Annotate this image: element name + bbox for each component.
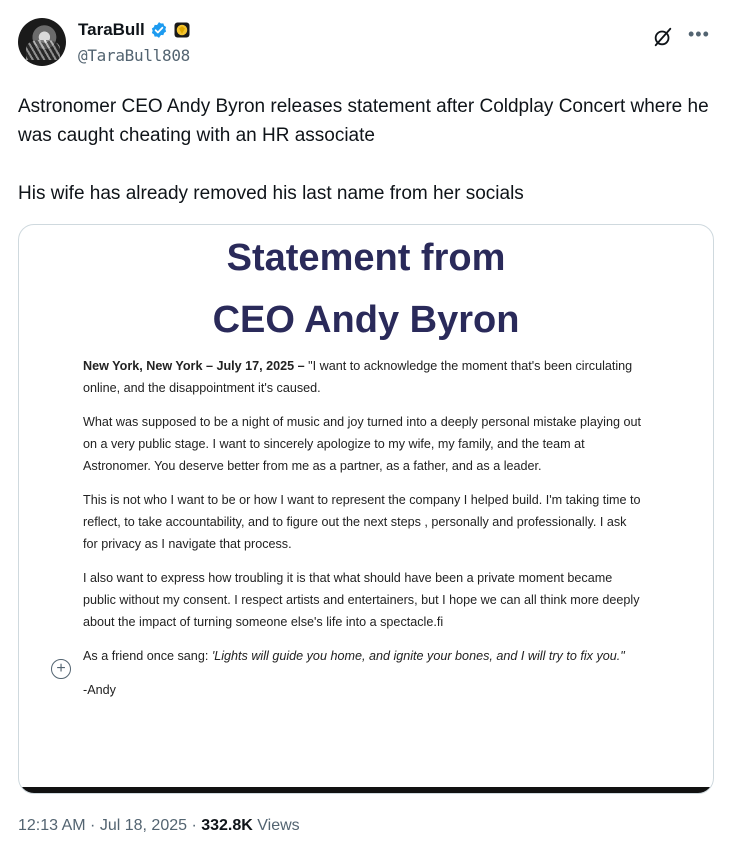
author-display-name[interactable]: TaraBull [78, 20, 145, 39]
statement-paragraph-4: I also want to express how troubling it is that what should have been a private moment became public without my consent. I respect artists and entertainers, but I hope we can all think more deeply about the impact of turning someone else's life into a spectacle.fi [83, 571, 640, 629]
more-options-icon[interactable]: ••• [688, 24, 710, 44]
statement-signoff: -Andy [83, 683, 116, 697]
statement-quote: 'Lights will guide you home, and ignite your bones, and I will try to fix you." [211, 649, 625, 663]
media-bottom-bar [19, 787, 713, 793]
tweet-text [18, 92, 718, 208]
author-handle[interactable]: @TaraBull808 [78, 46, 190, 65]
statement-quote-intro: As a friend once sang: [83, 649, 212, 663]
tweet-line-1: Astronomer CEO Andy Byron releases statement after Coldplay Concert where he was caught cheating with an HR associate [18, 96, 709, 146]
statement-paragraph-1-text: "I want to acknowledge the moment that's been circulating online, and the disappointment it's caused. [83, 359, 633, 395]
avatar[interactable] [18, 18, 66, 66]
statement-paragraph-5 [83, 645, 643, 667]
tweet-date[interactable]: Jul 18, 2025 [99, 817, 188, 834]
statement-body [83, 355, 643, 713]
affiliate-badge-icon[interactable] [173, 21, 191, 39]
statement-title-line-1: Statement from [226, 237, 506, 279]
statement-paragraph-3: This is not who I want to be or how I want to represent the company I helped build. I'm taking time to reflect, to take accountability, and to figure out the next steps , personally and professionally. I ask for privacy as I navigate that process. [83, 493, 641, 551]
plus-icon[interactable]: + [51, 659, 71, 679]
author-name-row [78, 20, 191, 40]
meta-separator-1: · [85, 817, 100, 834]
views-count[interactable]: 332.8K [201, 817, 253, 834]
statement-dateline: New York, New York – July 17, 2025 – [83, 359, 305, 373]
tweet-meta [18, 817, 300, 835]
meta-separator-2: · [187, 817, 202, 834]
media-image[interactable] [18, 224, 714, 794]
grok-icon[interactable] [652, 26, 674, 48]
statement-title-line-2: CEO Andy Byron [212, 299, 520, 341]
verified-badge-icon[interactable] [150, 21, 168, 39]
statement-paragraph-2: What was supposed to be a night of music and joy turned into a deeply personal mistake playing out on a very public stage. I want to sincerely apologize to my wife, my family, and the team at Astronomer. You deserve better from me as a partner, as a father, and as a leader. [83, 415, 641, 473]
tweet-time[interactable]: 12:13 AM [18, 817, 86, 834]
tweet-line-2: His wife has already removed his last name from her socials [18, 183, 524, 204]
statement-title [19, 227, 713, 351]
statement-paragraph-1 [83, 355, 643, 399]
views-label: Views [252, 817, 300, 834]
